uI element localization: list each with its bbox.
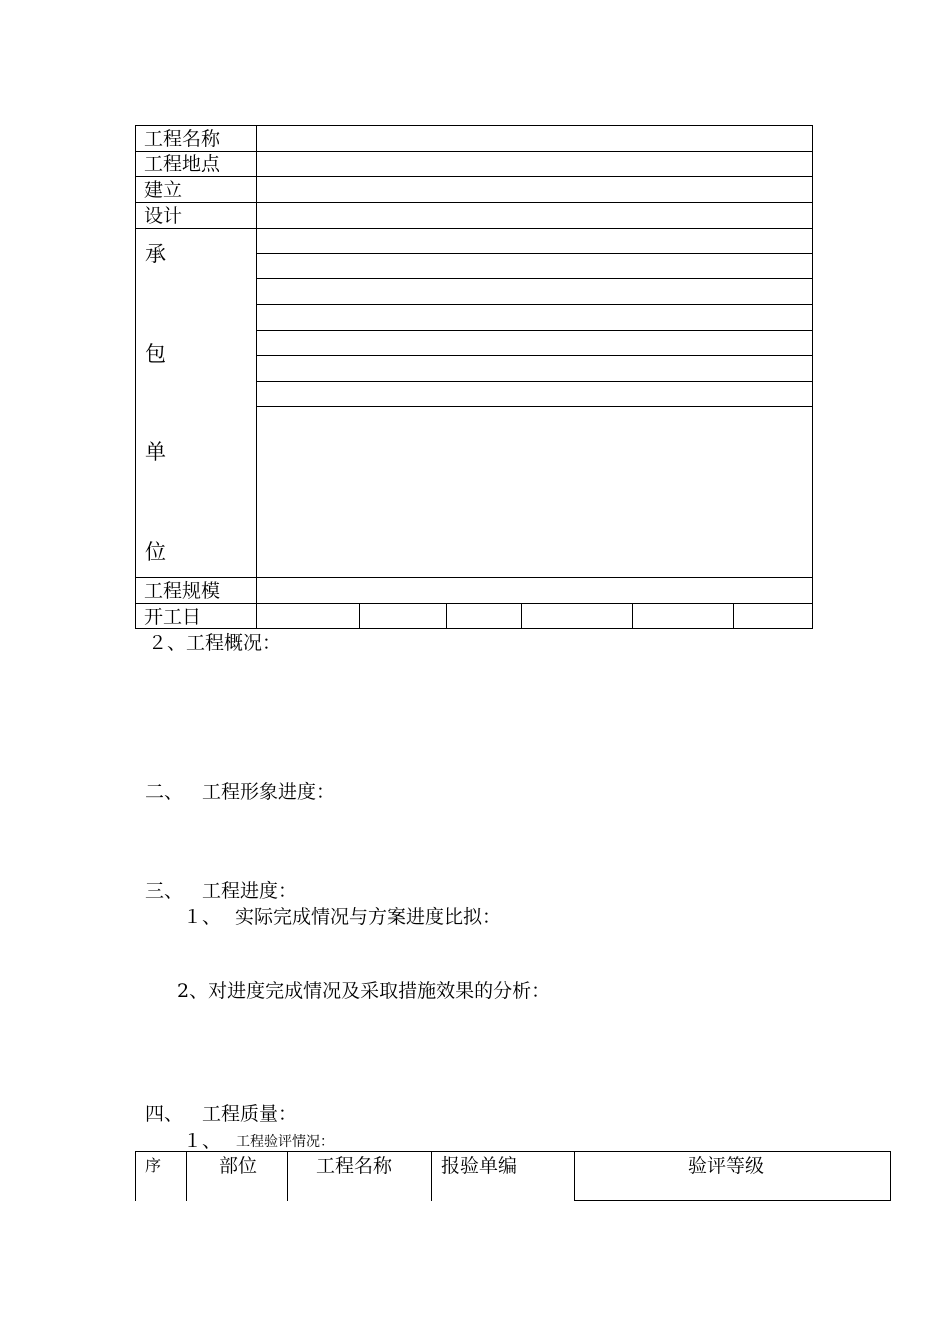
developer-label: 建立	[144, 179, 183, 201]
contractor-label-char: 位	[145, 540, 166, 564]
quality-table-line	[574, 1151, 575, 1201]
image-progress-number: 二、	[145, 781, 184, 803]
date-cell-divider	[359, 603, 360, 629]
contractor-label-char: 单	[145, 440, 166, 464]
project-location-label: 工程地点	[144, 153, 221, 175]
design-label: 设计	[144, 205, 183, 227]
date-cell-divider	[446, 603, 447, 629]
progress-item1-number: １、	[183, 906, 222, 928]
table-line	[135, 176, 813, 177]
quality-table-line	[890, 1151, 891, 1201]
project-name-label: 工程名称	[144, 128, 221, 150]
quality-table-top-line	[135, 1151, 891, 1152]
quality-table-grade-bottom	[574, 1200, 891, 1201]
date-cell-divider	[521, 603, 522, 629]
progress-item1-heading: 实际完成情况与方案进度比拟：	[235, 906, 502, 928]
table-divider	[256, 125, 257, 629]
quality-table-line	[287, 1151, 288, 1201]
overview-heading: ２、工程概况：	[148, 632, 282, 654]
progress-number: 三、	[145, 880, 184, 902]
quality-table-line	[186, 1151, 187, 1201]
contractor-row-line	[256, 304, 813, 305]
contractor-row-line	[256, 355, 813, 356]
date-cell-divider	[632, 603, 633, 629]
quality-col-project-name: 工程名称	[316, 1155, 393, 1177]
quality-col-grade: 验评等级	[688, 1155, 765, 1177]
table-line	[135, 577, 813, 578]
quality-item1-number: １、	[183, 1130, 222, 1152]
contractor-row-line	[256, 278, 813, 279]
start-date-label: 开工日	[144, 606, 202, 628]
quality-heading: 工程质量：	[202, 1103, 298, 1125]
contractor-label-char: 包	[145, 342, 166, 366]
table-line	[135, 228, 813, 229]
contractor-row-line	[256, 253, 813, 254]
project-info-table	[135, 125, 813, 629]
quality-item1-heading: 工程验评情况：	[236, 1134, 334, 1150]
progress-heading: 工程进度：	[202, 880, 298, 902]
quality-col-report-no: 报验单编	[441, 1155, 518, 1177]
image-progress-heading: 工程形象进度：	[202, 781, 336, 803]
quality-table-line	[135, 1151, 136, 1201]
quality-table-line	[431, 1151, 432, 1201]
table-line	[135, 202, 813, 203]
contractor-row-line	[256, 330, 813, 331]
quality-col-part: 部位	[219, 1155, 258, 1177]
progress-item2-heading: 2、对进度完成情况及采取措施效果的分析：	[177, 980, 551, 1002]
table-line	[135, 151, 813, 152]
contractor-label-char: 承	[145, 242, 166, 266]
contractor-row-line	[256, 406, 813, 407]
contractor-row-line	[256, 381, 813, 382]
project-scale-label: 工程规模	[144, 580, 221, 602]
quality-number: 四、	[145, 1103, 184, 1125]
date-cell-divider	[733, 603, 734, 629]
quality-col-seq: 序	[145, 1156, 162, 1175]
table-line	[135, 603, 813, 604]
